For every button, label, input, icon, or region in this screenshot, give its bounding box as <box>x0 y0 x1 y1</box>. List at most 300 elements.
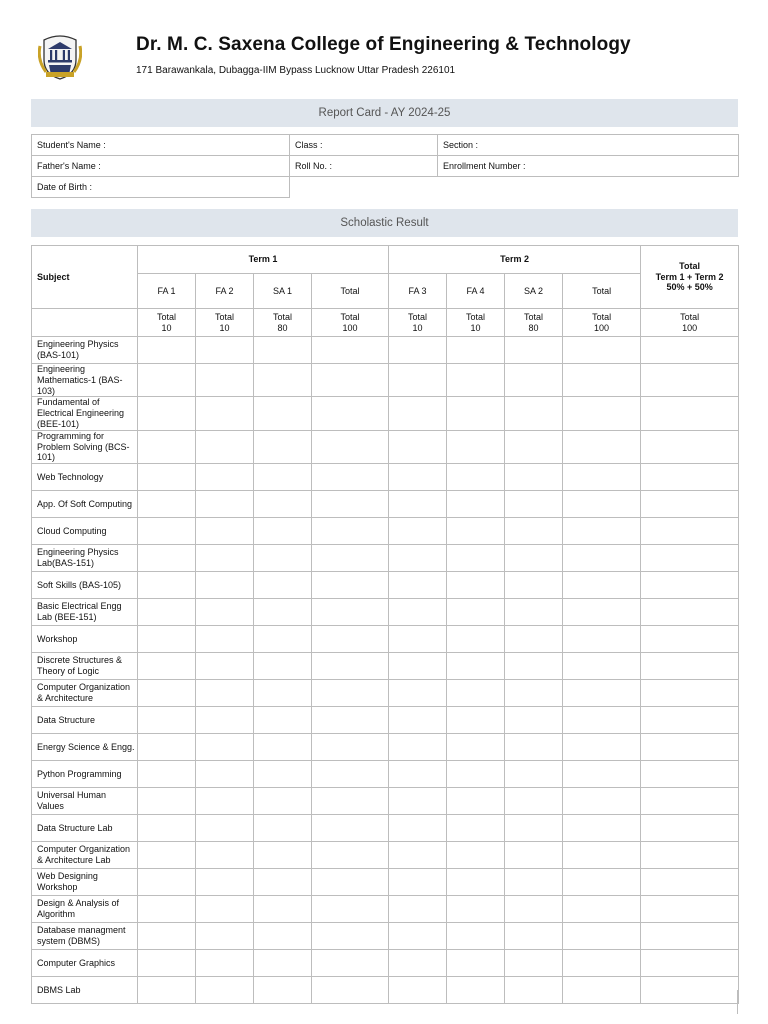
marks-cell[interactable] <box>196 680 254 707</box>
assessment-column-header: FA 1 <box>138 274 196 309</box>
marks-cell[interactable] <box>447 545 505 572</box>
marks-cell[interactable] <box>138 707 196 734</box>
marks-cell[interactable] <box>254 599 312 626</box>
subject-name: Web Designing Workshop <box>32 869 138 896</box>
marks-cell[interactable] <box>389 599 447 626</box>
grand-total-line: Total <box>679 261 701 272</box>
max-marks-label: Total <box>156 312 176 323</box>
marks-cell[interactable] <box>505 869 563 896</box>
marks-cell[interactable] <box>196 464 254 491</box>
max-marks-value: 10 <box>412 322 423 333</box>
grand-total-header <box>641 246 739 309</box>
marks-cell[interactable] <box>312 364 389 397</box>
marks-cell[interactable] <box>138 950 196 977</box>
max-marks-header <box>196 309 254 337</box>
max-marks-value: 10 <box>470 322 481 333</box>
student-name-field[interactable]: Student's Name : <box>32 135 290 156</box>
marks-cell[interactable] <box>505 599 563 626</box>
marks-cell[interactable] <box>641 491 739 518</box>
marks-cell[interactable] <box>196 761 254 788</box>
grand-total-line: 50% + 50% <box>666 282 713 293</box>
marks-cell[interactable] <box>312 599 389 626</box>
marks-cell[interactable] <box>563 707 641 734</box>
marks-cell[interactable] <box>563 599 641 626</box>
table-row <box>32 491 739 518</box>
marks-cell[interactable] <box>505 896 563 923</box>
scholastic-result-table <box>31 245 739 1004</box>
marks-cell[interactable] <box>138 680 196 707</box>
marks-cell[interactable] <box>138 545 196 572</box>
grand-total-max-header <box>641 309 739 337</box>
marks-cell[interactable] <box>196 842 254 869</box>
marks-cell[interactable] <box>196 869 254 896</box>
max-marks-header <box>389 309 447 337</box>
marks-cell[interactable] <box>312 653 389 680</box>
marks-cell[interactable] <box>196 896 254 923</box>
marks-cell[interactable] <box>312 842 389 869</box>
marks-cell[interactable] <box>138 761 196 788</box>
marks-cell[interactable] <box>138 491 196 518</box>
marks-cell[interactable] <box>505 464 563 491</box>
assessment-column-header: Total <box>563 274 641 309</box>
marks-cell[interactable] <box>138 869 196 896</box>
assessment-column-header: SA 1 <box>254 274 312 309</box>
marks-cell[interactable] <box>312 734 389 761</box>
marks-cell[interactable] <box>138 572 196 599</box>
assessment-column-header: Total <box>312 274 389 309</box>
marks-cell[interactable] <box>389 680 447 707</box>
marks-cell[interactable] <box>563 815 641 842</box>
marks-cell[interactable] <box>563 491 641 518</box>
marks-cell[interactable] <box>254 518 312 545</box>
marks-cell[interactable] <box>563 626 641 653</box>
marks-cell[interactable] <box>641 869 739 896</box>
marks-cell[interactable] <box>138 364 196 397</box>
table-row <box>32 815 739 842</box>
marks-cell[interactable] <box>138 977 196 1004</box>
marks-cell[interactable] <box>389 626 447 653</box>
marks-cell[interactable] <box>312 430 389 463</box>
marks-cell[interactable] <box>447 464 505 491</box>
marks-cell[interactable] <box>254 734 312 761</box>
subject-name: Workshop <box>32 626 138 653</box>
max-marks-label: Total <box>524 312 544 323</box>
marks-cell[interactable] <box>563 869 641 896</box>
marks-cell[interactable] <box>196 788 254 815</box>
marks-cell[interactable] <box>389 977 447 1004</box>
marks-cell[interactable] <box>389 842 447 869</box>
marks-cell[interactable] <box>312 464 389 491</box>
marks-cell[interactable] <box>196 707 254 734</box>
marks-cell[interactable] <box>505 815 563 842</box>
marks-cell[interactable] <box>563 950 641 977</box>
marks-cell[interactable] <box>563 653 641 680</box>
marks-cell[interactable] <box>389 869 447 896</box>
max-marks-label: Total <box>680 312 700 323</box>
subject-name: Engineering Physics (BAS-101) <box>32 337 138 364</box>
marks-cell[interactable] <box>641 464 739 491</box>
marks-cell[interactable] <box>196 430 254 463</box>
marks-cell[interactable] <box>505 761 563 788</box>
marks-cell[interactable] <box>312 680 389 707</box>
college-name: Dr. M. C. Saxena College of Engineering & Technology <box>136 34 631 55</box>
marks-cell[interactable] <box>196 364 254 397</box>
max-marks-label: Total <box>214 312 234 323</box>
marks-cell[interactable] <box>389 364 447 397</box>
marks-cell[interactable] <box>254 337 312 364</box>
marks-cell[interactable] <box>389 545 447 572</box>
marks-cell[interactable] <box>447 680 505 707</box>
marks-cell[interactable] <box>563 761 641 788</box>
date-of-birth-field[interactable]: Date of Birth : <box>32 177 290 198</box>
marks-cell[interactable] <box>389 518 447 545</box>
marks-cell[interactable] <box>641 545 739 572</box>
marks-cell[interactable] <box>505 788 563 815</box>
marks-cell[interactable] <box>641 364 739 397</box>
info-blank-space <box>290 177 739 198</box>
marks-cell[interactable] <box>254 680 312 707</box>
subject-name: Engineering Mathematics-1 (BAS-103) <box>32 364 138 397</box>
marks-cell[interactable] <box>505 518 563 545</box>
marks-cell[interactable] <box>641 397 739 430</box>
max-marks-value: 100 <box>342 322 358 333</box>
marks-cell[interactable] <box>563 896 641 923</box>
max-marks-label: Total <box>592 312 612 323</box>
max-marks-value: 80 <box>528 322 539 333</box>
marks-cell[interactable] <box>196 815 254 842</box>
table-row <box>32 337 739 364</box>
marks-cell[interactable] <box>447 572 505 599</box>
marks-cell[interactable] <box>447 977 505 1004</box>
subject-name: Programming for Problem Solving (BCS-101) <box>32 430 138 463</box>
marks-cell[interactable] <box>447 364 505 397</box>
marks-cell[interactable] <box>447 923 505 950</box>
marks-cell[interactable] <box>505 337 563 364</box>
marks-cell[interactable] <box>447 761 505 788</box>
marks-cell[interactable] <box>641 518 739 545</box>
subject-name: Python Programming <box>32 761 138 788</box>
marks-cell[interactable] <box>641 734 739 761</box>
marks-cell[interactable] <box>447 518 505 545</box>
marks-cell[interactable] <box>196 599 254 626</box>
marks-cell[interactable] <box>641 653 739 680</box>
subject-name: Web Technology <box>32 464 138 491</box>
marks-cell[interactable] <box>505 653 563 680</box>
page-edge-line <box>737 990 738 1014</box>
marks-cell[interactable] <box>389 572 447 599</box>
assessment-column-header: FA 2 <box>196 274 254 309</box>
marks-cell[interactable] <box>389 464 447 491</box>
marks-cell[interactable] <box>138 397 196 430</box>
term-2-header: Term 2 <box>389 246 641 274</box>
marks-cell[interactable] <box>312 761 389 788</box>
marks-cell[interactable] <box>641 680 739 707</box>
marks-cell[interactable] <box>641 707 739 734</box>
marks-cell[interactable] <box>563 842 641 869</box>
marks-cell[interactable] <box>254 761 312 788</box>
subject-name: Data Structure Lab <box>32 815 138 842</box>
marks-cell[interactable] <box>389 761 447 788</box>
marks-cell[interactable] <box>254 788 312 815</box>
table-row <box>32 842 739 869</box>
marks-cell[interactable] <box>196 572 254 599</box>
marks-cell[interactable] <box>563 364 641 397</box>
table-row <box>32 977 739 1004</box>
subject-name: Discrete Structures & Theory of Logic <box>32 653 138 680</box>
marks-cell[interactable] <box>312 977 389 1004</box>
marks-cell[interactable] <box>505 626 563 653</box>
table-row <box>32 397 739 430</box>
marks-cell[interactable] <box>505 491 563 518</box>
marks-cell[interactable] <box>447 707 505 734</box>
marks-cell[interactable] <box>641 761 739 788</box>
marks-cell[interactable] <box>196 734 254 761</box>
marks-cell[interactable] <box>505 430 563 463</box>
marks-cell[interactable] <box>138 518 196 545</box>
marks-cell[interactable] <box>138 626 196 653</box>
marks-cell[interactable] <box>196 653 254 680</box>
report-header <box>0 0 768 96</box>
marks-cell[interactable] <box>447 337 505 364</box>
max-marks-header <box>254 309 312 337</box>
marks-cell[interactable] <box>389 734 447 761</box>
marks-cell[interactable] <box>447 626 505 653</box>
section-field[interactable]: Section : <box>438 135 739 156</box>
max-marks-header <box>447 309 505 337</box>
marks-cell[interactable] <box>138 842 196 869</box>
max-marks-label: Total <box>340 312 360 323</box>
marks-cell[interactable] <box>389 896 447 923</box>
marks-cell[interactable] <box>505 842 563 869</box>
marks-cell[interactable] <box>505 950 563 977</box>
marks-cell[interactable] <box>389 707 447 734</box>
marks-cell[interactable] <box>196 950 254 977</box>
marks-cell[interactable] <box>196 977 254 1004</box>
table-row <box>32 869 739 896</box>
marks-cell[interactable] <box>312 869 389 896</box>
marks-cell[interactable] <box>312 896 389 923</box>
marks-cell[interactable] <box>447 896 505 923</box>
table-row <box>32 680 739 707</box>
marks-cell[interactable] <box>254 842 312 869</box>
marks-cell[interactable] <box>389 491 447 518</box>
marks-cell[interactable] <box>312 337 389 364</box>
subject-name: Engineering Physics Lab(BAS-151) <box>32 545 138 572</box>
marks-cell[interactable] <box>563 734 641 761</box>
marks-cell[interactable] <box>641 337 739 364</box>
marks-cell[interactable] <box>138 896 196 923</box>
marks-cell[interactable] <box>447 599 505 626</box>
marks-cell[interactable] <box>254 491 312 518</box>
marks-cell[interactable] <box>196 626 254 653</box>
subject-name: Universal Human Values <box>32 788 138 815</box>
marks-cell[interactable] <box>641 815 739 842</box>
marks-cell[interactable] <box>138 788 196 815</box>
term-1-header: Term 1 <box>138 246 389 274</box>
table-row <box>32 518 739 545</box>
scholastic-result-title: Scholastic Result <box>31 209 738 237</box>
table-row <box>32 707 739 734</box>
marks-cell[interactable] <box>641 599 739 626</box>
marks-cell[interactable] <box>563 572 641 599</box>
marks-cell[interactable] <box>312 923 389 950</box>
marks-cell[interactable] <box>138 337 196 364</box>
max-marks-header <box>563 309 641 337</box>
marks-cell[interactable] <box>312 491 389 518</box>
marks-cell[interactable] <box>254 896 312 923</box>
marks-cell[interactable] <box>505 680 563 707</box>
marks-cell[interactable] <box>641 788 739 815</box>
marks-cell[interactable] <box>138 464 196 491</box>
marks-cell[interactable] <box>563 430 641 463</box>
marks-cell[interactable] <box>389 950 447 977</box>
max-marks-header <box>138 309 196 337</box>
marks-cell[interactable] <box>563 977 641 1004</box>
subject-name: Design & Analysis of Algorithm <box>32 896 138 923</box>
marks-cell[interactable] <box>138 923 196 950</box>
subject-name: Computer Graphics <box>32 950 138 977</box>
max-marks-label: Total <box>272 312 292 323</box>
marks-cell[interactable] <box>389 788 447 815</box>
father-name-field[interactable]: Father's Name : <box>32 156 290 177</box>
marks-cell[interactable] <box>641 430 739 463</box>
marks-cell[interactable] <box>505 364 563 397</box>
marks-cell[interactable] <box>312 518 389 545</box>
marks-cell[interactable] <box>641 626 739 653</box>
marks-cell[interactable] <box>312 707 389 734</box>
subject-name: App. Of Soft Computing <box>32 491 138 518</box>
marks-cell[interactable] <box>389 653 447 680</box>
marks-cell[interactable] <box>312 626 389 653</box>
marks-cell[interactable] <box>196 923 254 950</box>
marks-cell[interactable] <box>254 626 312 653</box>
marks-cell[interactable] <box>254 572 312 599</box>
marks-cell[interactable] <box>641 572 739 599</box>
roll-no-field[interactable]: Roll No. : <box>290 156 438 177</box>
marks-cell[interactable] <box>312 950 389 977</box>
marks-cell[interactable] <box>505 707 563 734</box>
marks-cell[interactable] <box>138 734 196 761</box>
marks-cell[interactable] <box>447 950 505 977</box>
marks-cell[interactable] <box>254 545 312 572</box>
marks-cell[interactable] <box>505 572 563 599</box>
marks-cell[interactable] <box>389 397 447 430</box>
marks-cell[interactable] <box>447 842 505 869</box>
assessment-column-header: SA 2 <box>505 274 563 309</box>
table-row <box>32 545 739 572</box>
table-row <box>32 430 739 463</box>
marks-cell[interactable] <box>254 923 312 950</box>
marks-cell[interactable] <box>641 950 739 977</box>
marks-cell[interactable] <box>254 364 312 397</box>
marks-cell[interactable] <box>447 430 505 463</box>
marks-cell[interactable] <box>447 815 505 842</box>
table-row <box>32 788 739 815</box>
marks-cell[interactable] <box>505 923 563 950</box>
subject-column-header: Subject <box>32 246 138 309</box>
subject-name: Cloud Computing <box>32 518 138 545</box>
marks-cell[interactable] <box>563 680 641 707</box>
marks-cell[interactable] <box>312 572 389 599</box>
marks-cell[interactable] <box>254 464 312 491</box>
marks-cell[interactable] <box>505 734 563 761</box>
marks-cell[interactable] <box>447 734 505 761</box>
marks-cell[interactable] <box>641 923 739 950</box>
marks-cell[interactable] <box>196 518 254 545</box>
subject-name: Energy Science & Engg. <box>32 734 138 761</box>
marks-cell[interactable] <box>312 545 389 572</box>
marks-cell[interactable] <box>196 397 254 430</box>
marks-cell[interactable] <box>254 707 312 734</box>
marks-cell[interactable] <box>254 430 312 463</box>
marks-cell[interactable] <box>138 815 196 842</box>
marks-cell[interactable] <box>389 430 447 463</box>
marks-cell[interactable] <box>254 869 312 896</box>
assessment-column-header: FA 3 <box>389 274 447 309</box>
marks-cell[interactable] <box>563 788 641 815</box>
subject-name: Data Structure <box>32 707 138 734</box>
max-marks-value: 10 <box>219 322 230 333</box>
subject-name: Database managment system (DBMS) <box>32 923 138 950</box>
marks-cell[interactable] <box>505 977 563 1004</box>
marks-cell[interactable] <box>196 545 254 572</box>
marks-cell[interactable] <box>641 896 739 923</box>
marks-cell[interactable] <box>389 337 447 364</box>
marks-cell[interactable] <box>389 815 447 842</box>
marks-cell[interactable] <box>563 923 641 950</box>
marks-cell[interactable] <box>505 397 563 430</box>
marks-cell[interactable] <box>312 815 389 842</box>
marks-cell[interactable] <box>254 950 312 977</box>
table-row <box>32 761 739 788</box>
marks-cell[interactable] <box>254 653 312 680</box>
marks-cell[interactable] <box>447 869 505 896</box>
subject-name: DBMS Lab <box>32 977 138 1004</box>
max-marks-label: Total <box>466 312 486 323</box>
marks-cell[interactable] <box>254 397 312 430</box>
marks-cell[interactable] <box>447 397 505 430</box>
grand-total-line: Term 1 + Term 2 <box>655 271 724 282</box>
marks-cell[interactable] <box>563 518 641 545</box>
marks-cell[interactable] <box>312 397 389 430</box>
table-row <box>32 950 739 977</box>
marks-cell[interactable] <box>447 653 505 680</box>
marks-cell[interactable] <box>138 430 196 463</box>
marks-cell[interactable] <box>641 842 739 869</box>
marks-cell[interactable] <box>254 977 312 1004</box>
max-marks-label: Total <box>408 312 428 323</box>
marks-cell[interactable] <box>641 977 739 1004</box>
marks-cell[interactable] <box>447 491 505 518</box>
marks-cell[interactable] <box>138 653 196 680</box>
marks-cell[interactable] <box>505 545 563 572</box>
marks-cell[interactable] <box>254 815 312 842</box>
marks-cell[interactable] <box>196 491 254 518</box>
marks-cell[interactable] <box>138 599 196 626</box>
marks-cell[interactable] <box>312 788 389 815</box>
marks-cell[interactable] <box>447 788 505 815</box>
marks-cell[interactable] <box>563 545 641 572</box>
marks-cell[interactable] <box>563 397 641 430</box>
marks-cell[interactable] <box>389 923 447 950</box>
student-info-table <box>31 134 739 198</box>
marks-cell[interactable] <box>196 337 254 364</box>
table-row <box>32 653 739 680</box>
marks-cell[interactable] <box>563 337 641 364</box>
marks-cell[interactable] <box>563 464 641 491</box>
enrollment-number-field[interactable]: Enrollment Number : <box>438 156 739 177</box>
class-field[interactable]: Class : <box>290 135 438 156</box>
